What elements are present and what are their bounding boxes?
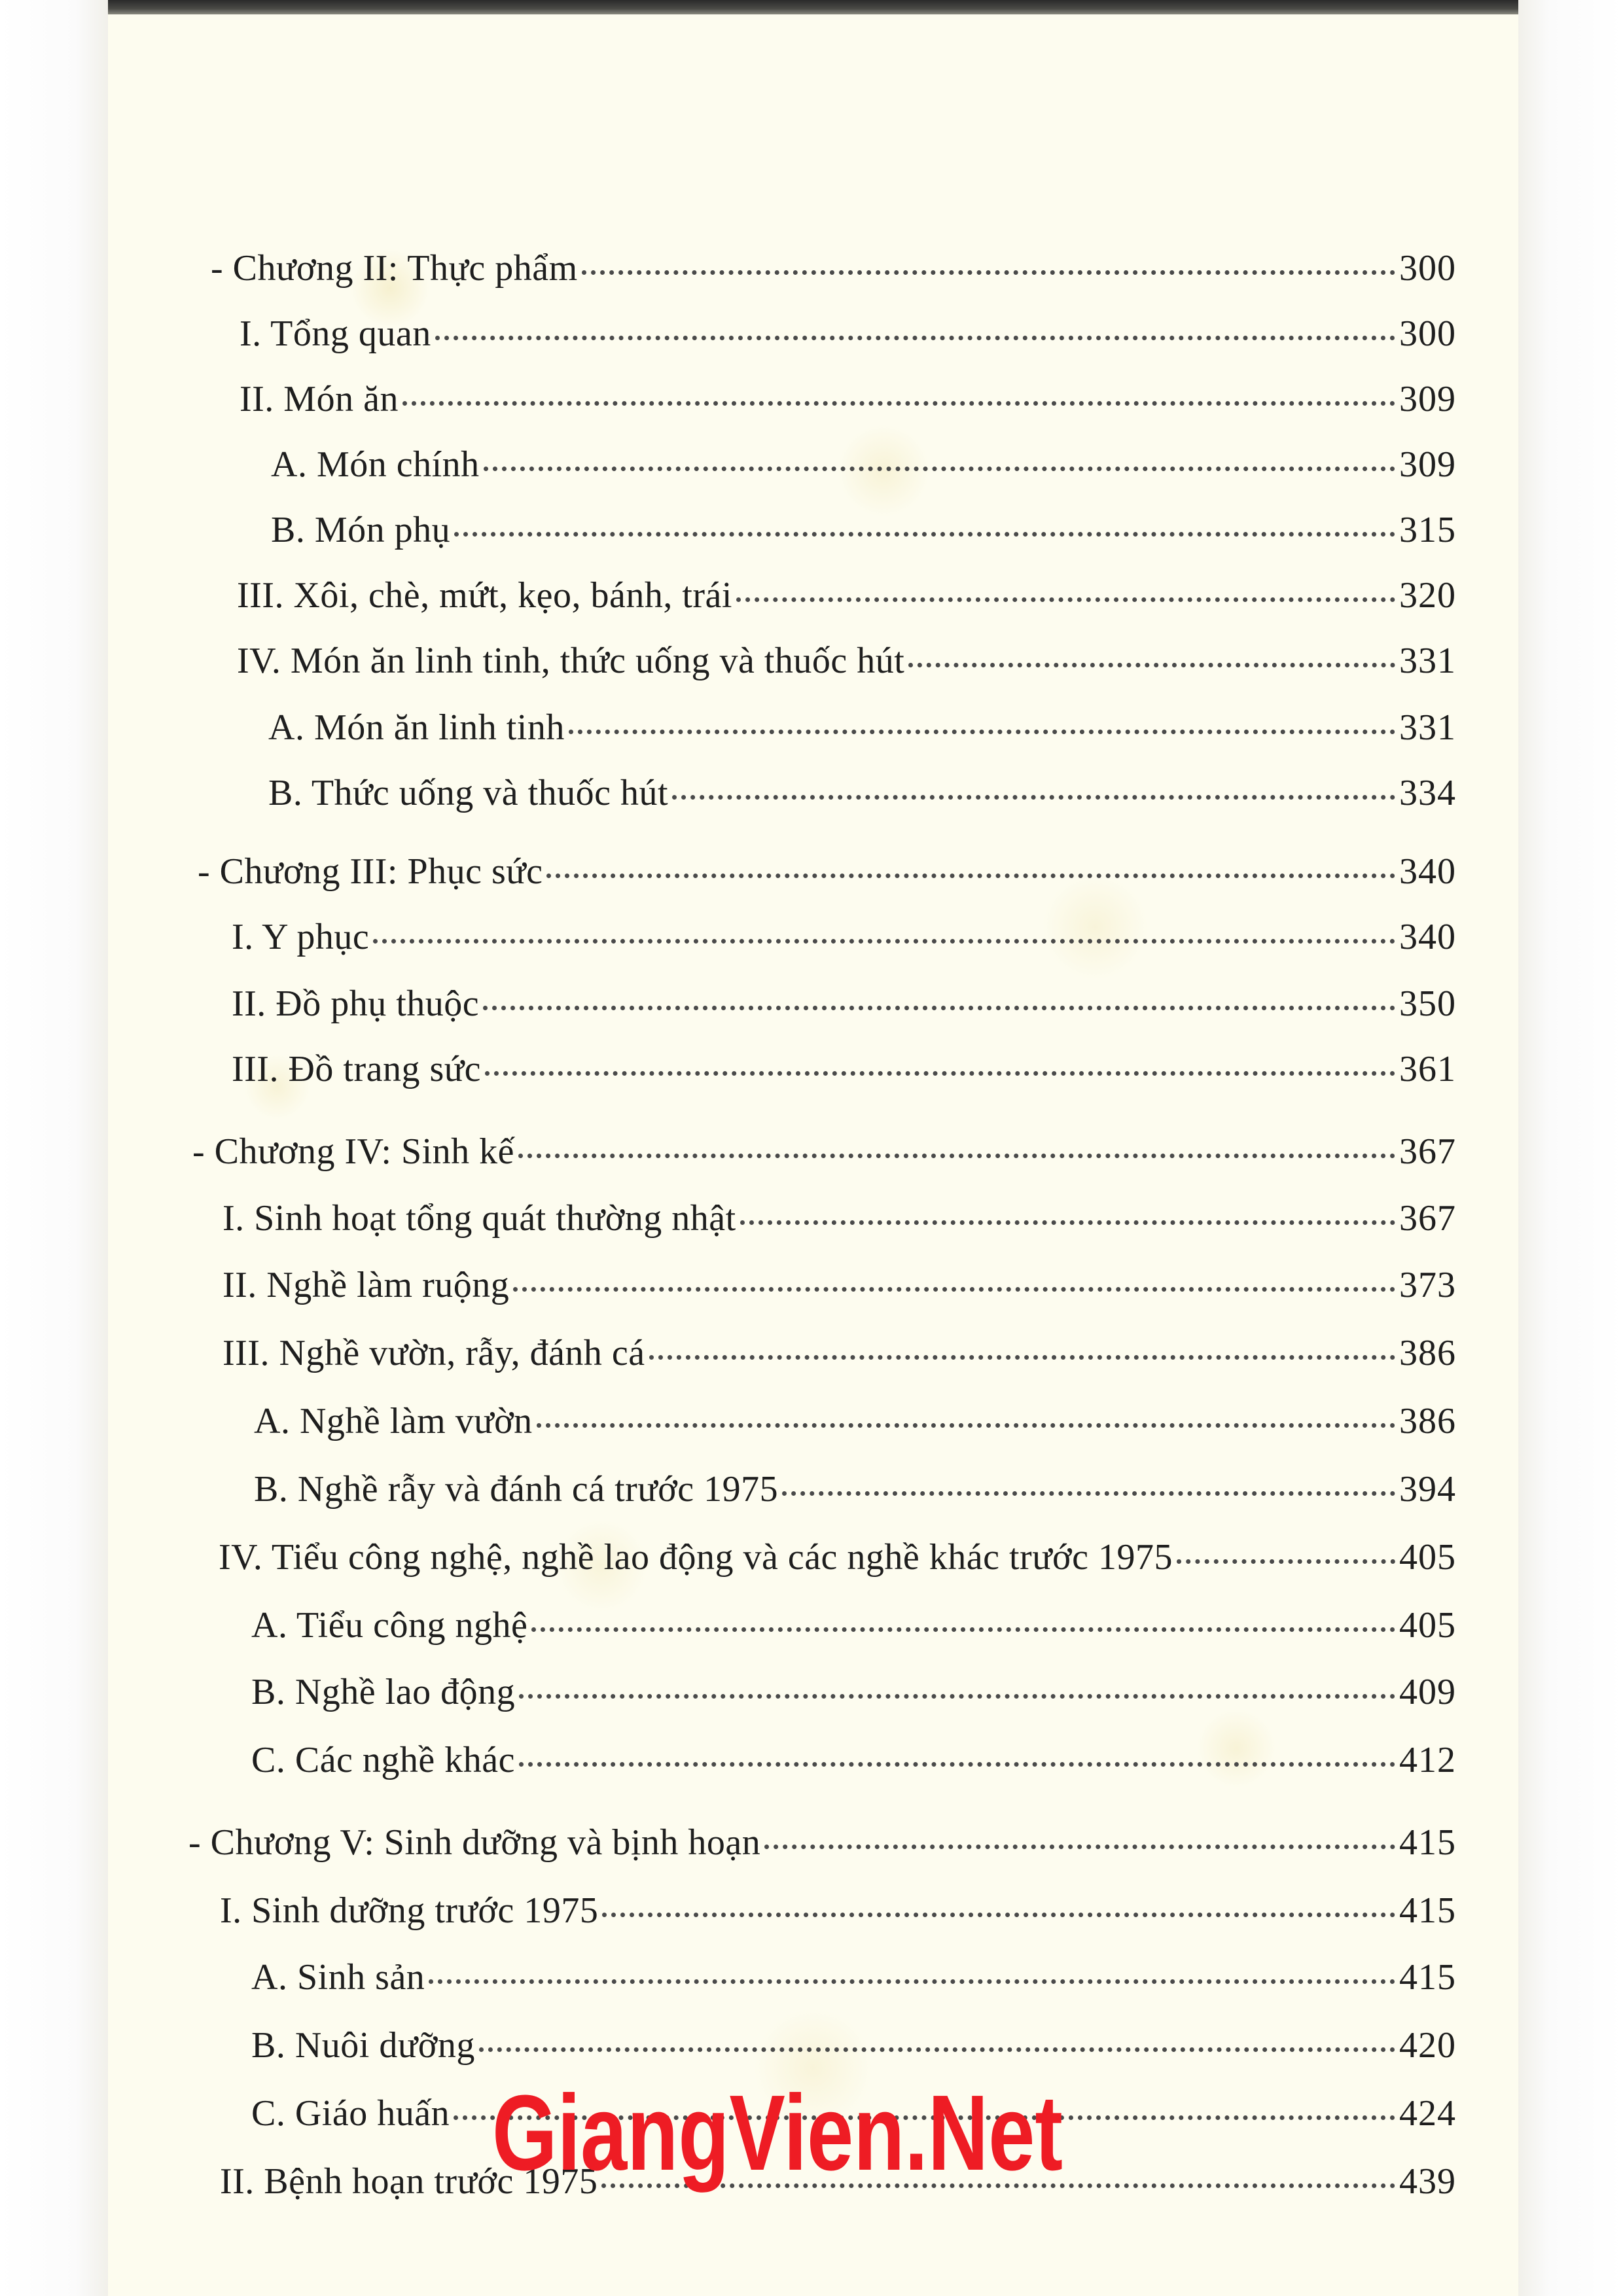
toc-entry <box>254 1395 1456 1447</box>
toc-entry-title: - Chương V: Sinh dưỡng và bịnh hoạn <box>188 1822 761 1863</box>
toc-page-number: 340 <box>1399 851 1456 892</box>
toc-entry <box>192 1125 1456 1178</box>
toc-entry <box>220 1884 1456 1937</box>
toc-entry-title: B. Món phụ <box>271 510 451 550</box>
dot-leader <box>402 401 1395 406</box>
dot-leader <box>582 270 1395 275</box>
toc-entry-title: I. Tổng quan <box>240 313 431 354</box>
toc-entry <box>219 1531 1456 1583</box>
watermark-logo: GiangVien.Net <box>492 2073 1063 2193</box>
dot-leader <box>602 1913 1395 1917</box>
toc-entry-title: II. Bệnh hoạn trước 1975 <box>220 2161 598 2202</box>
toc-page-number: 340 <box>1399 917 1456 957</box>
toc-entry-title: - Chương IV: Sinh kế <box>192 1131 515 1172</box>
dot-leader <box>519 1762 1395 1767</box>
toc-page-number: 367 <box>1399 1131 1456 1172</box>
toc-entry <box>251 1599 1456 1651</box>
toc-entry-title: III. Nghề vườn, rẫy, đánh cá <box>223 1333 645 1373</box>
toc-entry-title: - Chương III: Phục sức <box>198 851 543 892</box>
toc-entry-title: III. Đồ trang sức <box>232 1049 481 1089</box>
toc-entry-title: - Chương II: Thực phẩm <box>211 248 578 289</box>
toc-page-number: 415 <box>1399 1957 1456 1998</box>
dot-leader <box>764 1845 1395 1849</box>
toc-page-number: 415 <box>1399 1822 1456 1863</box>
toc-entry <box>237 635 1456 687</box>
toc-page-number: 300 <box>1399 248 1456 289</box>
toc-page-number: 315 <box>1399 510 1456 550</box>
toc-page-number: 412 <box>1399 1740 1456 1780</box>
toc-entry <box>240 308 1456 360</box>
toc-entry-title: II. Món ăn <box>240 379 399 419</box>
toc-entry-title: A. Nghề làm vườn <box>254 1401 533 1441</box>
toc-page-number: 320 <box>1399 575 1456 616</box>
toc-entry-title: B. Nghề lao động <box>251 1672 516 1712</box>
dot-leader <box>740 1220 1395 1225</box>
toc-page-number: 420 <box>1399 2025 1456 2066</box>
toc-entry <box>237 569 1456 622</box>
toc-entry <box>223 1259 1456 1311</box>
dot-leader <box>484 467 1395 471</box>
toc-entry-title: B. Nghề rẫy và đánh cá trước 1975 <box>254 1469 779 1510</box>
toc-entry-title: II. Nghề làm ruộng <box>223 1265 510 1305</box>
toc-entry-title: C. Giáo huấn <box>251 2093 450 2134</box>
toc-entry-title: IV. Món ăn linh tinh, thức uống và thuốc hút <box>237 641 905 681</box>
toc-entry-title: A. Tiểu công nghệ <box>251 1605 528 1646</box>
dot-leader <box>537 1423 1395 1428</box>
toc-page-number: 405 <box>1399 1537 1456 1578</box>
toc-page-number: 331 <box>1399 707 1456 748</box>
toc-entry <box>271 438 1456 491</box>
dot-leader <box>649 1355 1395 1360</box>
toc-page-number: 409 <box>1399 1672 1456 1712</box>
toc-page-number: 309 <box>1399 379 1456 419</box>
toc-entry <box>188 1816 1456 1869</box>
dot-leader <box>373 939 1395 944</box>
toc-entry-title: IV. Tiểu công nghệ, nghề lao động và các nghề khác trước 1975 <box>219 1537 1173 1578</box>
dot-leader <box>483 1006 1395 1010</box>
toc-entry <box>251 1951 1456 2004</box>
dot-leader <box>435 336 1395 340</box>
dot-leader <box>531 1627 1395 1632</box>
toc-entry <box>232 911 1456 963</box>
dot-leader <box>519 1694 1395 1699</box>
toc-entry <box>232 1043 1456 1095</box>
toc-entry-title: A. Món chính <box>271 444 480 485</box>
toc-entry <box>271 504 1456 556</box>
toc-entry <box>251 1734 1456 1786</box>
dot-leader <box>546 874 1395 878</box>
dot-leader <box>518 1154 1395 1158</box>
dot-leader <box>569 730 1395 734</box>
toc-entry <box>251 1666 1456 1718</box>
toc-entry-title: I. Sinh hoạt tổng quát thường nhật <box>223 1198 736 1239</box>
toc-entry-title: C. Các nghề khác <box>251 1740 515 1780</box>
toc-entry-title: A. Món ăn linh tinh <box>268 707 565 748</box>
toc-page-number: 394 <box>1399 1469 1456 1510</box>
toc-entry-title: B. Nuôi dưỡng <box>251 2025 475 2066</box>
toc-entry-title: II. Đồ phụ thuộc <box>232 983 480 1024</box>
toc-page-number: 334 <box>1399 773 1456 813</box>
dot-leader <box>429 1979 1395 1984</box>
toc-entry <box>232 978 1456 1030</box>
toc-page-number: 331 <box>1399 641 1456 681</box>
toc-entry <box>254 1463 1456 1515</box>
dot-leader <box>454 532 1395 537</box>
dot-leader <box>485 1071 1395 1076</box>
dot-leader <box>908 663 1395 667</box>
toc-entry-title: A. Sinh sản <box>251 1957 425 1998</box>
toc-entry-title: I. Sinh dưỡng trước 1975 <box>220 1890 599 1931</box>
toc-page-number: 367 <box>1399 1198 1456 1239</box>
toc-entry-title: I. Y phục <box>232 917 370 957</box>
toc-entry <box>268 767 1456 819</box>
toc-page-number: 439 <box>1399 2161 1456 2202</box>
toc-entry <box>223 1192 1456 1245</box>
toc-entry <box>240 373 1456 425</box>
toc-entry <box>223 1327 1456 1379</box>
toc-page-number: 386 <box>1399 1333 1456 1373</box>
dot-leader <box>1177 1559 1395 1564</box>
toc-page-number: 424 <box>1399 2093 1456 2134</box>
dot-leader <box>736 597 1395 602</box>
toc-page-number: 373 <box>1399 1265 1456 1305</box>
toc-page-number: 405 <box>1399 1605 1456 1646</box>
dot-leader <box>782 1491 1395 1496</box>
toc-entry <box>198 845 1456 898</box>
dot-leader <box>672 795 1395 800</box>
toc-page-number: 300 <box>1399 313 1456 354</box>
dot-leader <box>479 2047 1395 2052</box>
toc-page-number: 386 <box>1399 1401 1456 1441</box>
toc-entry <box>268 701 1456 754</box>
dot-leader <box>513 1287 1395 1292</box>
toc-page-number: 350 <box>1399 983 1456 1024</box>
toc-entry <box>211 242 1456 294</box>
toc-entry-title: B. Thức uống và thuốc hút <box>268 773 669 813</box>
toc-entry <box>251 2019 1456 2072</box>
toc-page-number: 309 <box>1399 444 1456 485</box>
toc-page-number: 361 <box>1399 1049 1456 1089</box>
toc-page-number: 415 <box>1399 1890 1456 1931</box>
toc-entry-title: III. Xôi, chè, mứt, kẹo, bánh, trái <box>237 575 732 616</box>
